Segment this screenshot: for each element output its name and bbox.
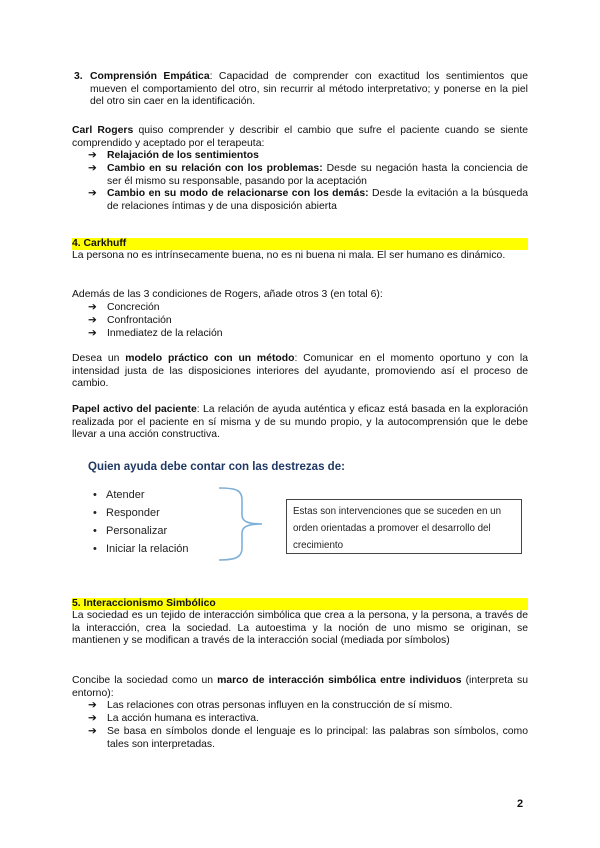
list-item — [90, 700, 528, 713]
model-pre: Desea un — [72, 353, 126, 364]
arrow-icon: ➔ — [88, 188, 97, 199]
model-text: : Comunicar en el momento oportuno y con la intensidad justa de las disposiciones interiores del ayudante, promoviendo así el proceso de cambio. — [72, 353, 529, 390]
arrow-icon: ➔ — [88, 150, 97, 161]
figure-title: Quien ayuda debe contar con las destrezas de: — [88, 461, 345, 473]
list-item — [90, 713, 528, 726]
item-text: : Capacidad de comprender con exactitud los sentimientos que mueven el comportamiento del otro, sin recurrir al método interpretativo; y ponerse en la piel del otro sin caer en la identificación. — [90, 71, 528, 108]
item-term: Comprensión Empática — [90, 71, 210, 82]
arrow-icon: ➔ — [88, 726, 97, 737]
bullet-term: Cambio en su relación con los problemas: — [107, 163, 323, 174]
bullet-icon: • — [93, 543, 97, 555]
rogers-name: Carl Rogers — [72, 125, 134, 136]
section-heading-interaccionismo: 5. Interaccionismo Simbólico — [72, 598, 528, 610]
item-number: 3. — [74, 71, 83, 82]
model-term: modelo práctico con un método — [125, 353, 295, 364]
arrow-icon: ➔ — [88, 700, 97, 711]
list-item — [90, 726, 528, 751]
arrow-icon: ➔ — [88, 315, 97, 326]
condition-label: Concreción — [107, 302, 160, 313]
patient-term: Papel activo del paciente — [72, 404, 197, 415]
bullet-text: La acción humana es interactiva. — [107, 713, 259, 724]
interaccionismo-p2 — [72, 675, 528, 700]
skill-label: Responder — [106, 507, 160, 519]
bullet-text: Desde la evitación a la búsqueda de relaciones íntimas y de una disposición abierta — [107, 188, 529, 212]
arrow-icon: ➔ — [88, 713, 97, 724]
conditions-intro: Además de las 3 condiciones de Rogers, añade otros 3 (en total 6): — [72, 289, 383, 300]
carkhuff-intro: La persona no es intrínsecamente buena, no es ni buena ni mala. El ser humano es dinámico. — [72, 250, 506, 261]
condition-label: Inmediatez de la relación — [107, 328, 223, 339]
arrow-icon: ➔ — [88, 302, 97, 313]
bullet-text: Se basa en símbolos donde el lenguaje es lo principal: las palabras son símbolos, como tales son interpretadas. — [107, 726, 528, 750]
bullet-term: Relajación de los sentimientos — [107, 150, 259, 161]
bullet-icon: • — [93, 489, 97, 501]
bullet-term: Cambio en su modo de relacionarse con los demás: — [107, 188, 369, 199]
condition-label: Confrontación — [107, 315, 172, 326]
patient-text: : La relación de ayuda auténtica y eficaz está basada en la exploración realizada por el paciente en sí misma y de su mundo propio, y la autocomprensión que le debe llevar a una acción constructiva. — [72, 404, 528, 441]
p2-post: (interpreta su entorno): — [72, 675, 528, 699]
p2-term: marco de interacción simbólica entre individuos — [217, 675, 462, 686]
skill-label: Personalizar — [106, 525, 168, 537]
arrow-icon: ➔ — [88, 328, 97, 339]
bullet-icon: • — [93, 525, 97, 537]
arrow-icon: ➔ — [88, 163, 97, 174]
page-number: 2 — [517, 798, 524, 810]
section-heading-carkhuff: 4. Carkhuff — [72, 238, 528, 250]
bullet-text: Las relaciones con otras personas influyen en la construcción de sí mismo. — [107, 700, 453, 711]
bullet-icon: • — [93, 507, 97, 519]
rogers-text: quiso comprender y describir el cambio que sufre el paciente cuando se siente comprendido y aceptado por el terapeuta: — [72, 125, 528, 149]
skill-label: Iniciar la relación — [106, 543, 189, 555]
skill-label: Atender — [106, 489, 145, 501]
interaccionismo-p1: La sociedad es un tejido de interacción simbólica que crea a la persona, y la persona, a través de la interacción, crea la sociedad. La autoestima y la noción de uno mismo se originan, se mantienen y se modifican a través de la interacción social (mediada por símbolos) — [72, 610, 528, 647]
p2-pre: Concibe la sociedad como un — [72, 675, 218, 686]
bullet-text: Desde su negación hasta la conciencia de ser él mismo su responsable, pasando por la aceptación — [107, 163, 528, 187]
intervention-box: Estas son intervenciones que se suceden en un orden orientadas a promover el desarrollo del crecimiento — [286, 499, 522, 554]
